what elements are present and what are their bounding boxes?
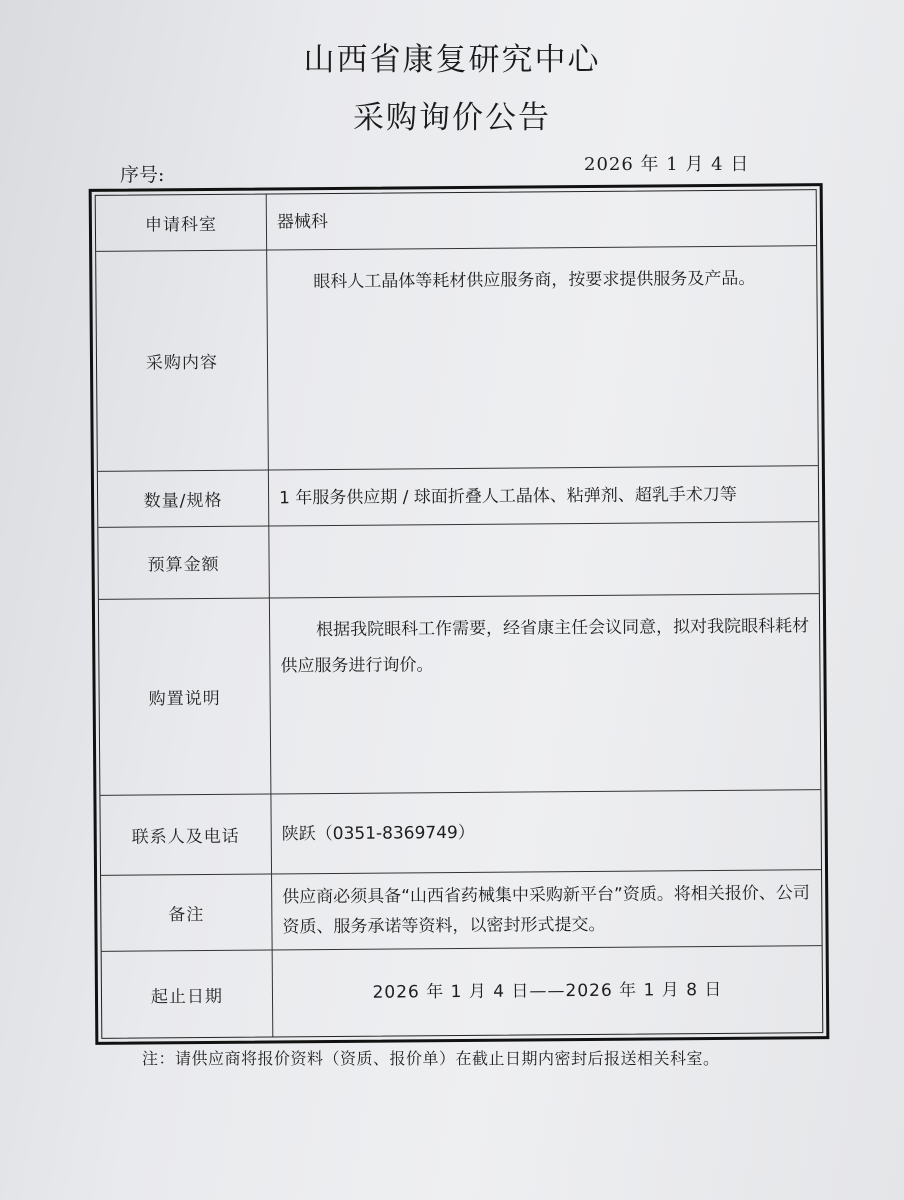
label-purchase-note: 购置说明 (99, 598, 272, 794)
value-contact: 陕跃（0351-8369749） (281, 822, 475, 844)
label-period: 起止日期 (102, 950, 274, 1037)
label-contact: 联系人及电话 (100, 794, 272, 874)
label-remarks: 备注 (101, 874, 273, 950)
table-row-purchase-note (99, 594, 821, 796)
inquiry-table (89, 183, 830, 1045)
document-title: 采购询价公告 (353, 100, 551, 136)
table-row-period (102, 946, 823, 1038)
table-row-budget (98, 522, 819, 600)
footer-note: 注：请供应商将报价资料（资质、报价单）在截止日期内密封后报送相关科室。 (142, 1049, 720, 1068)
value-quantity: 1 年服务供应期 / 球面折叠人工晶体、粘弹剂、超乳手术刀等 (279, 484, 737, 508)
table-row-department (96, 190, 816, 252)
value-purchase-note: 根据我院眼科工作需要，经省康主任会议同意，拟对我院眼科耗材供应服务进行询价。 (280, 616, 810, 677)
table-row-quantity (98, 466, 818, 528)
document-title-org: 山西省康复研究中心 (303, 42, 601, 78)
table-row-contact (100, 790, 821, 876)
serial-number-label: 序号: (120, 164, 165, 186)
value-budget (269, 522, 819, 597)
document-date: 2026 年 1 月 4 日 (584, 154, 750, 175)
value-period: 2026 年 1 月 4 日——2026 年 1 月 8 日 (372, 979, 723, 1003)
label-department: 申请科室 (96, 194, 267, 250)
value-remarks: 供应商必须具备“山西省药械集中采购新平台”资质。将相关报价、公司资质、服务承诺等资料，以密封形式提交。 (282, 882, 810, 937)
label-budget: 预算金额 (98, 526, 270, 598)
table-row-remarks (101, 870, 822, 952)
label-quantity: 数量/规格 (98, 470, 269, 526)
table-row-content (96, 246, 818, 472)
value-department: 器械科 (276, 211, 328, 232)
label-content: 采购内容 (96, 250, 269, 470)
value-content: 眼科人工晶体等耗材供应服务商，按要求提供服务及产品。 (313, 268, 756, 293)
